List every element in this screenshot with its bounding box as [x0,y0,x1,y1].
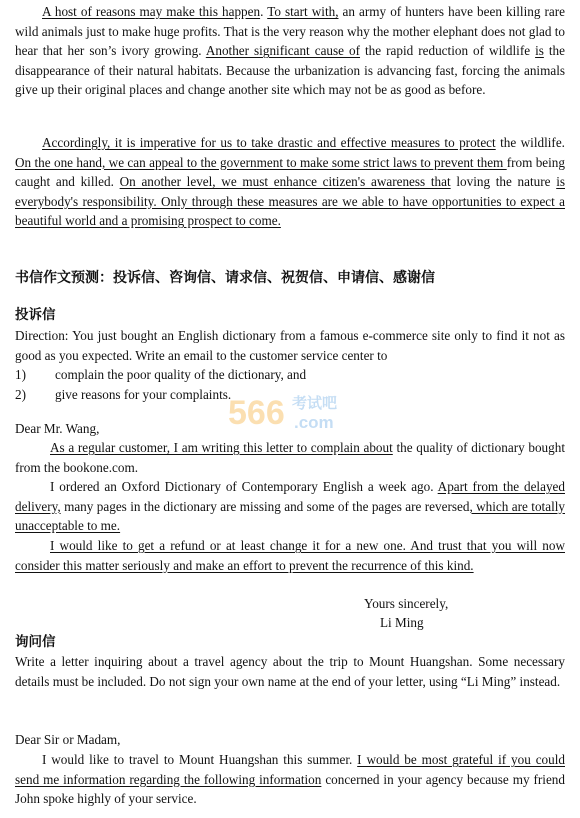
complaint-letter-heading: 投诉信 [15,307,56,323]
text-run: loving the nature [450,174,557,189]
text-run: many pages in the dictionary are missing and some of the pages are reversed [60,498,470,514]
text-run: I ordered an Oxford Dictionary of Contemporary English a week ago. [50,479,438,494]
text-run: from being caught and killed. [15,154,565,189]
list-item [15,385,565,405]
list-item-text: complain the poor quality of the dictionary, and [55,367,307,382]
underlined-phrase: I would like to get a refund or at least change it for a new one. And trust that you will now consider this matter seriously and make an effort to prevent the recurrence of this kind. [15,538,565,573]
inquiry-letter-heading: 询问信 [15,634,56,650]
text-run: I would like to travel to Mount Huangshan this summer. [42,752,358,767]
section-heading-letter-predictions: 书信作文预测：投诉信、咨询信、请求信、祝贺信、申请信、感谢信 [15,270,435,286]
logo-text-cn: 考试吧 [292,394,338,412]
underlined-phrase: Apart from the delayed delivery, [15,479,565,514]
complaint-body-paragraph [15,477,565,536]
underlined-phrase: On another level, we must enhance citizen's awareness that [119,174,451,189]
underlined-phrase: is [535,43,544,58]
complaint-salutation: Dear Mr. Wang, [15,421,100,436]
list-item [15,365,565,385]
list-item-number: 2) [15,386,26,402]
letter-closing: Yours sincerely, [364,596,449,611]
text-run: an army of hunters have been killing rare wild animals just to make huge profits. That is the very reason why the mother elephant does not glad to hear that her son’s ivory growing. [15,4,565,58]
underlined-phrase: Accordingly, it is imperative for us to take drastic and effective measures to protect [42,135,496,150]
text-run: concerned in your agency because my friend John spoke highly of your service. [15,771,565,806]
underlined-phrase: A host of reasons may make this happen [42,4,261,19]
underlined-phrase: is everybody's responsibility. Only through these measures are we able to have opportunities to expect a beautiful world and a promising prospect to come. [15,174,565,228]
text-run: the disappearance of their natural habitats. Because the urbanization is advancing fast, forcing the animals give up their original places and change another site which may not be as good as before. [15,43,565,97]
inquiry-direction: Write a letter inquiring about a travel agency about the trip to Mount Huangshan. Some necessary details must be included. Do not sign your own name at the end of your letter, using “Li Ming” instead. [15,654,565,689]
task-list [15,365,565,404]
underlined-phrase: , which are totally unacceptable to me. [15,498,565,533]
underlined-phrase: I would be most grateful if you could send me information regarding the following information [15,752,565,787]
underlined-phrase: Another significant cause of [205,43,361,58]
letter-signature: Li Ming [380,615,424,630]
logo-number: 566 [228,394,285,432]
inquiry-body-paragraph [15,750,565,809]
list-item-number: 1) [15,367,26,382]
complaint-body-paragraph [15,438,565,477]
text-run: the quality of dictionary bought from the bookone.com. [15,440,566,475]
text-run: the rapid reduction of wildlife [360,43,536,58]
text-run: . [260,4,268,19]
essay-paragraph-causes [15,2,565,100]
underlined-phrase: On the one hand, we can appeal to the government to make some strict laws to prevent them [15,154,507,170]
logo-domain: .com [294,413,334,432]
essay-paragraph-measures [15,133,565,231]
underlined-phrase: As a regular customer, I am writing this letter to complain about [50,440,393,455]
complaint-direction: Direction: You just bought an English dictionary from a famous e-commerce site only to find it not as good as you expected. Write an email to the customer service center to [15,328,565,363]
inquiry-salutation: Dear Sir or Madam, [15,732,121,747]
underlined-phrase: To start with, [267,4,339,19]
complaint-body-paragraph [15,536,565,575]
list-item-text: give reasons for your complaints. [55,386,232,402]
text-run: the wildlife. [495,135,565,150]
